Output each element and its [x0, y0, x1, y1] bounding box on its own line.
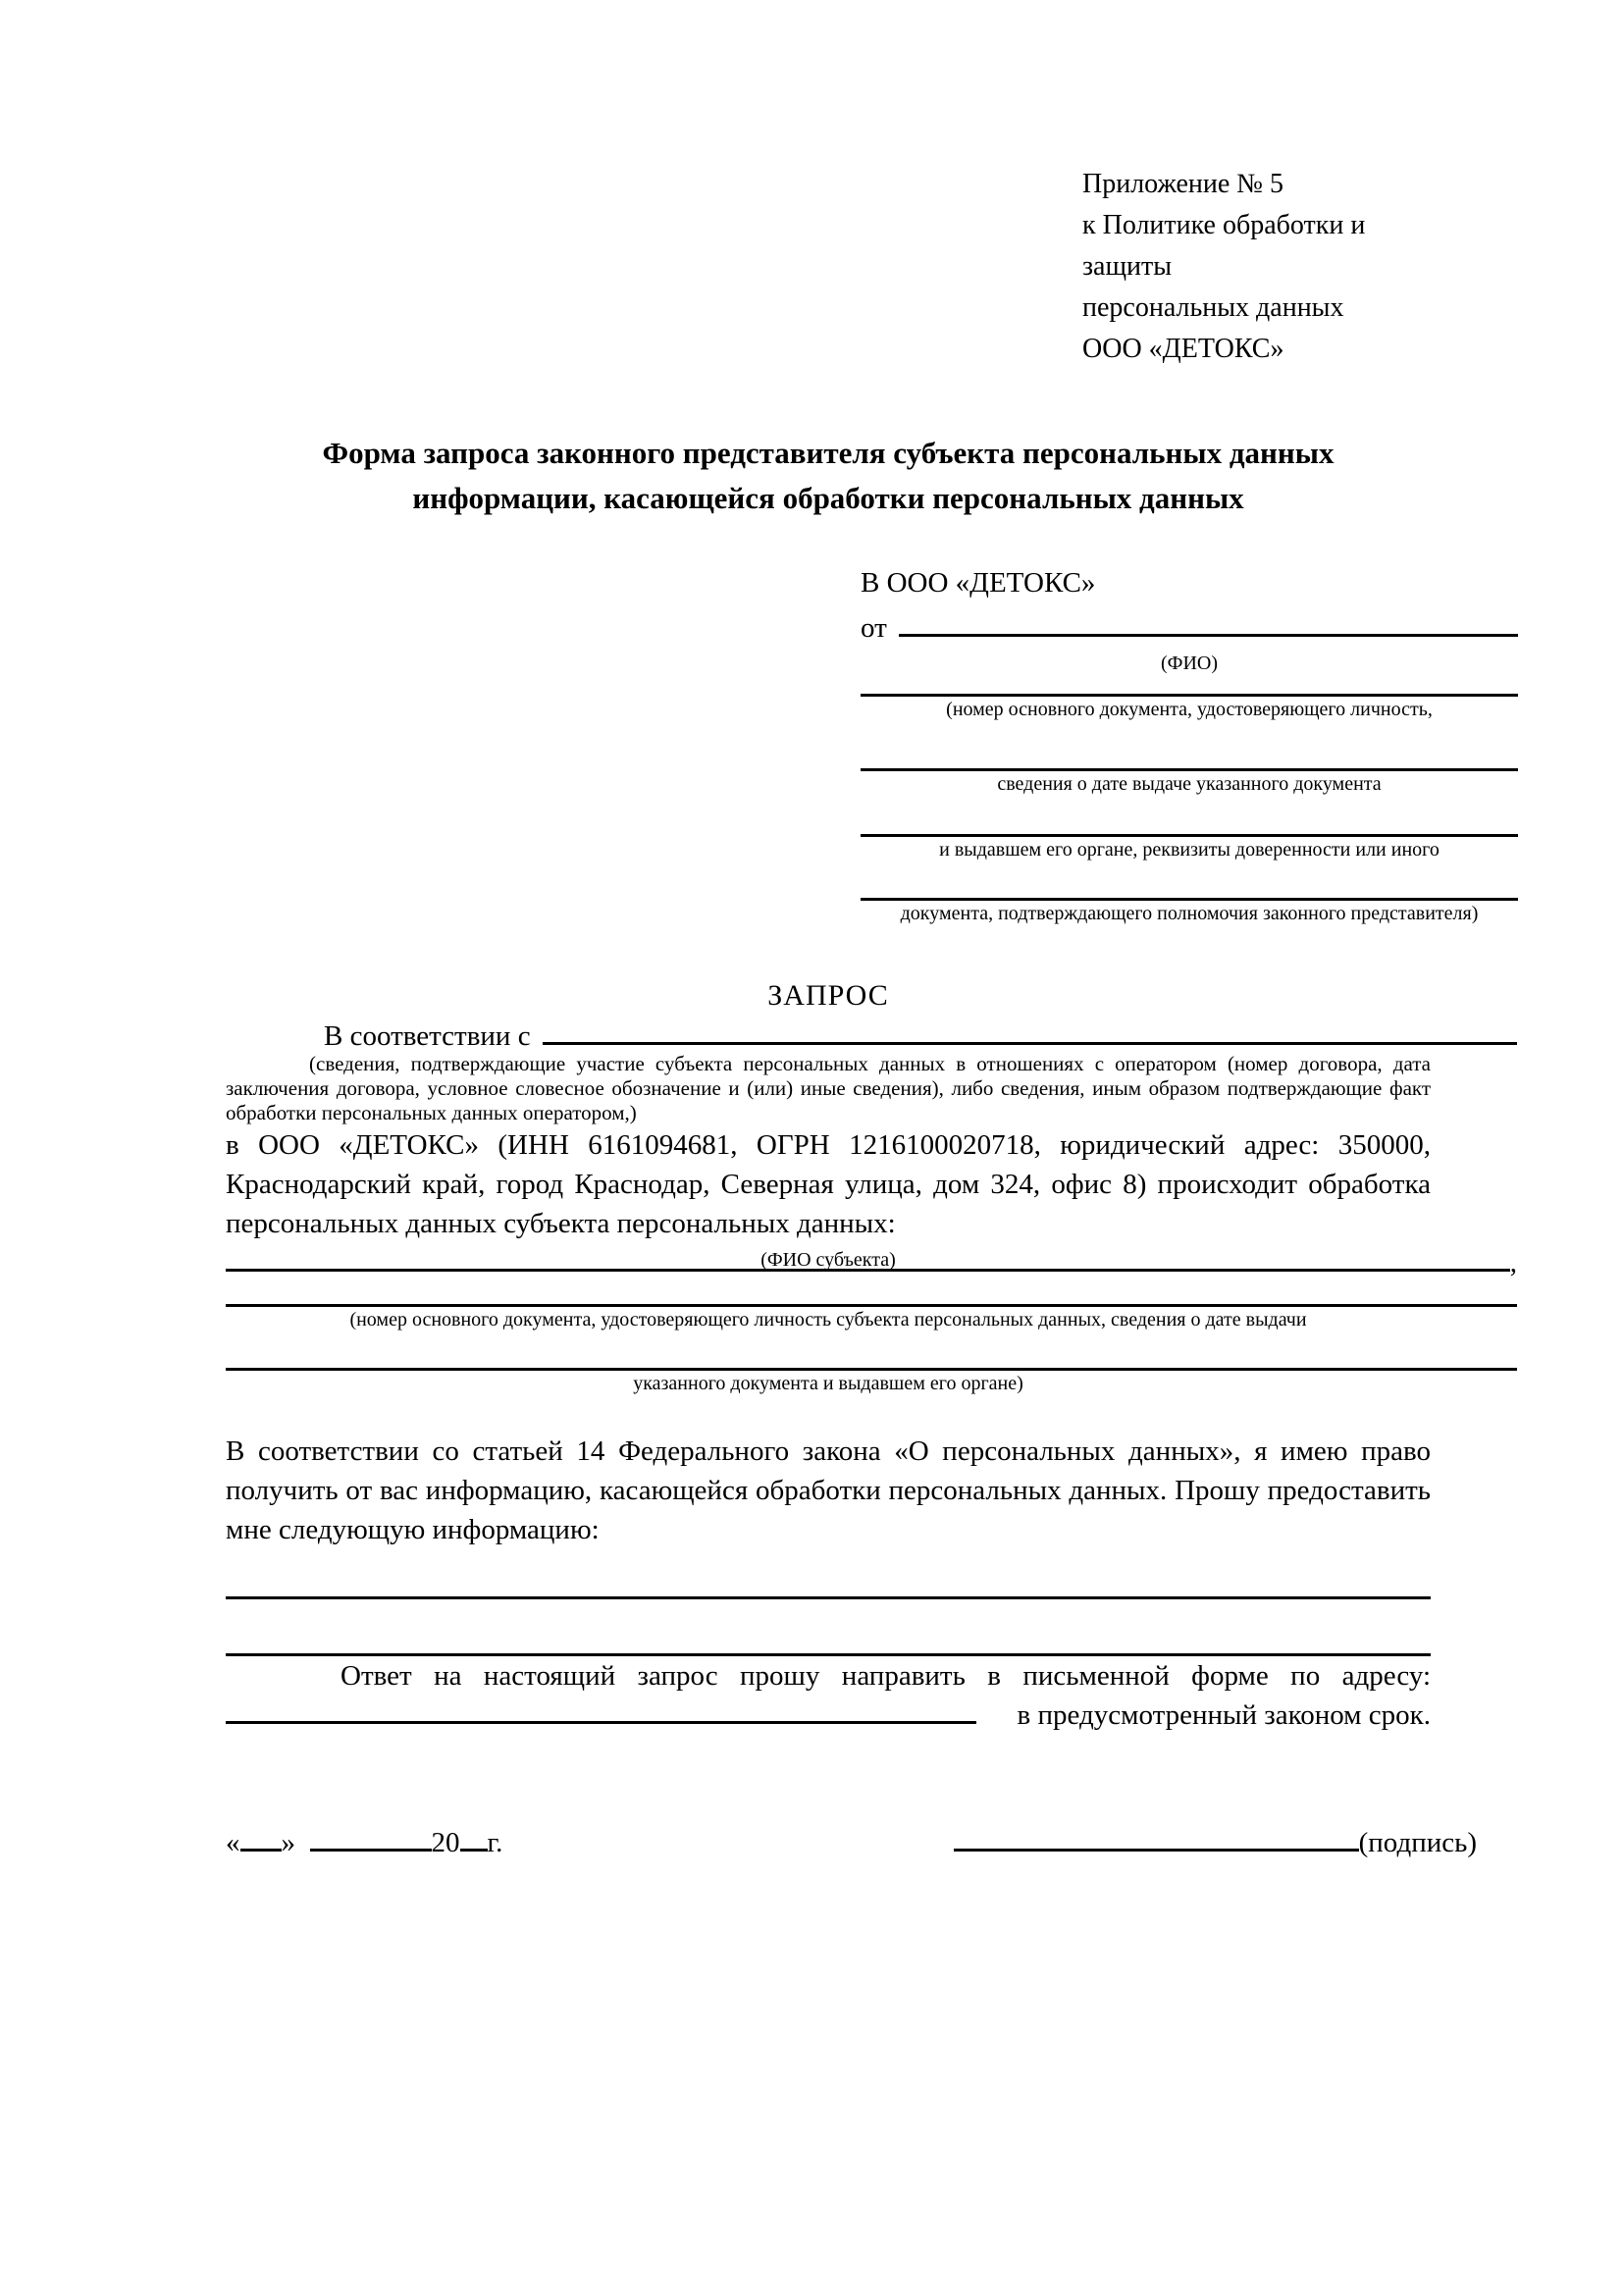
subject-caption: (ФИО субъекта) [760, 1249, 896, 1271]
addressee-block [861, 560, 1518, 926]
from-fill-line [899, 634, 1518, 637]
subject-caption: (номер основного документа, удостоверяющего личность субъекта персональных данных, сведения о дате выдачи [349, 1309, 1307, 1331]
signature-group [954, 1821, 1477, 1864]
blank-fill-line [226, 1599, 1431, 1656]
reply-tail: в предусмотренный законом срок. [1017, 1699, 1431, 1731]
month-fill-line [310, 1848, 432, 1852]
appendix-header-line: Приложение № 5 [1082, 169, 1283, 199]
appendix-header [1082, 164, 1431, 370]
year-prefix: 20 [431, 1827, 460, 1858]
addressee-to: В ООО «ДЕТОКС» [861, 567, 1096, 599]
doc-info-caption: и выдавшем его органе, реквизиты доверенности или иного [939, 839, 1440, 861]
small-print-note: (сведения, подтверждающие участие субъекта персональных данных в отношениях с оператором (номер договора, дата заключения договора, условное словесное обозначение и (или) иные сведения), либо сведения, иным образом подтверждающие факт обработки персональных данных оператором,) [226, 1052, 1431, 1124]
address-fill-line [226, 1720, 976, 1724]
year-suffix: г. [487, 1827, 503, 1858]
accordance-row [226, 1017, 1517, 1052]
appendix-header-line: персональных данных [1082, 292, 1344, 323]
reply-paragraph: Ответ на настоящий запрос прошу направить в письменной форме по адресу: [340, 1660, 1431, 1692]
page-title-line1: Форма запроса законного представителя субъекта персональных данных [322, 436, 1335, 470]
subject-doc-fill-line [226, 1332, 1517, 1371]
signature-fill-line [954, 1848, 1359, 1852]
subject-caption: указанного документа и выдавшем его органе) [633, 1373, 1023, 1394]
appendix-header-line: к Политике обработки и защиты [1082, 210, 1366, 282]
date-signature-row [226, 1821, 1477, 1864]
doc-info-fill-line [861, 722, 1518, 771]
request-heading: ЗАПРОС [767, 979, 889, 1012]
from-label: от [861, 612, 887, 644]
date-group [226, 1821, 502, 1864]
accordance-lead: В соответствии с [324, 1020, 531, 1052]
doc-info-fill-line [861, 797, 1518, 837]
document-content [226, 164, 1517, 1864]
page-title [226, 431, 1431, 521]
doc-info-fill-line [861, 862, 1518, 901]
doc-info-caption: (номер основного документа, удостоверяющего личность, [946, 699, 1433, 720]
appendix-header-line: ООО «ДЕТОКС» [1082, 334, 1284, 364]
open-quote: « [226, 1827, 240, 1858]
close-quote: » [281, 1827, 295, 1858]
doc-info-fill-line [861, 676, 1518, 697]
fio-caption: (ФИО) [1160, 652, 1218, 674]
blank-fill-line [226, 1549, 1431, 1599]
subject-fio-comma: , [1509, 1247, 1517, 1278]
reply-address-row [226, 1696, 1431, 1735]
page-title-line2: информации, касающейся обработки персональных данных [412, 481, 1244, 515]
doc-info-caption: сведения о дате выдаче указанного документа [997, 773, 1382, 795]
subject-doc-fill-line [226, 1273, 1517, 1307]
doc-info-caption: документа, подтверждающего полномочия законного представителя) [900, 903, 1479, 924]
day-fill-line [240, 1848, 282, 1852]
signature-caption: (подпись) [1358, 1827, 1477, 1858]
year-fill-line [460, 1848, 488, 1852]
addressee-from-row [861, 605, 1518, 651]
accordance-fill-line [543, 1042, 1517, 1045]
law-paragraph: В соответствии со статьей 14 Федерального закона «О персональных данных», я имею право получить от вас информацию, касающейся обработки персональных данных. Прошу предоставить мне следующую информацию: [226, 1435, 1431, 1545]
operator-paragraph: в ООО «ДЕТОКС» (ИНН 6161094681, ОГРН 1216100020718, юридический адрес: 350000, Краснодарский край, город Краснодар, Северная улица, дом 324, офис 8) происходит обработка персональных данных субъекта персональных данных: [226, 1129, 1431, 1239]
